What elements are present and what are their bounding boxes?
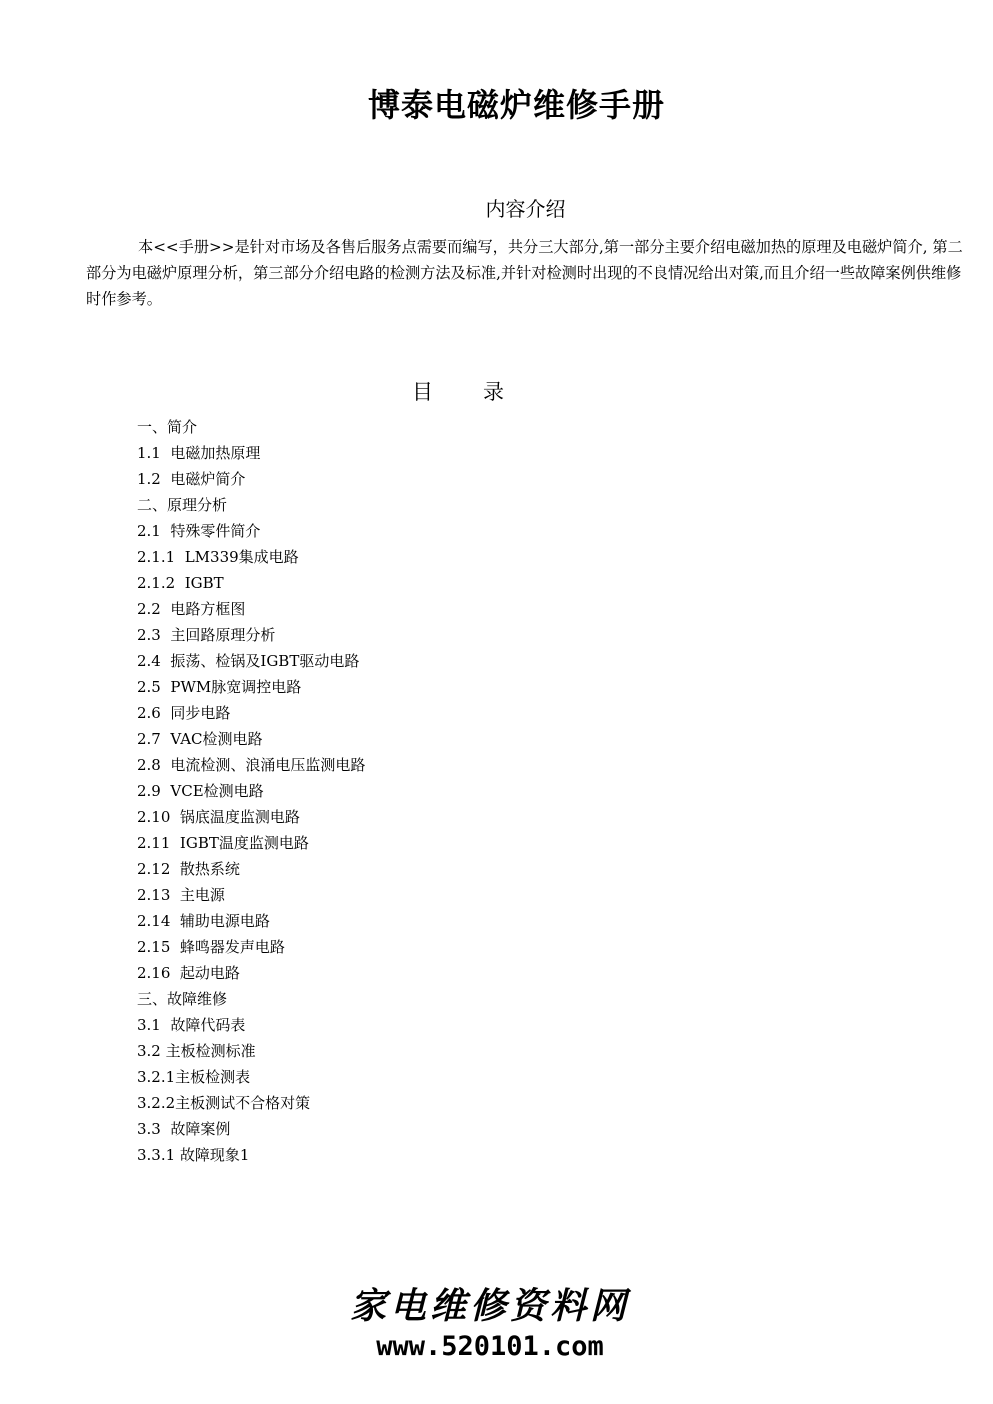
toc-item: 1.2 电磁炉简介 bbox=[137, 470, 246, 488]
toc-item: 2.9 VCE检测电路 bbox=[137, 782, 264, 800]
table-of-contents bbox=[137, 414, 365, 1168]
toc-item: 2.8 电流检测、浪涌电压监测电路 bbox=[137, 756, 366, 774]
toc-item: 3.3 故障案例 bbox=[137, 1120, 231, 1138]
toc-item: 二、原理分析 bbox=[137, 496, 228, 514]
toc-item: 3.2.2主板测试不合格对策 bbox=[137, 1094, 311, 1112]
toc-item: 2.12 散热系统 bbox=[137, 860, 240, 878]
toc-item: 2.6 同步电路 bbox=[137, 704, 231, 722]
toc-item: 2.5 PWM脉宽调控电路 bbox=[137, 678, 302, 696]
toc-item: 2.1 特殊零件简介 bbox=[137, 522, 261, 540]
toc-heading bbox=[412, 376, 504, 406]
toc-heading-left: 目 bbox=[412, 380, 433, 404]
toc-item: 2.16 起动电路 bbox=[137, 964, 240, 982]
site-watermark bbox=[340, 1282, 640, 1364]
toc-item: 2.7 VAC检测电路 bbox=[137, 730, 263, 748]
toc-item: 2.13 主电源 bbox=[137, 886, 225, 904]
toc-item: 2.2 电路方框图 bbox=[137, 600, 246, 618]
toc-item: 一、简介 bbox=[137, 418, 198, 436]
toc-item: 2.14 辅助电源电路 bbox=[137, 912, 270, 930]
toc-item: 2.4 振荡、检锅及IGBT驱动电路 bbox=[137, 652, 360, 670]
document-title: 博泰电磁炉维修手册 bbox=[367, 86, 665, 124]
toc-item: 2.1.1 LM339集成电路 bbox=[137, 548, 299, 566]
toc-item: 三、故障维修 bbox=[137, 990, 228, 1008]
toc-item: 3.3.1 故障现象1 bbox=[137, 1146, 250, 1164]
toc-item: 2.10 锅底温度监测电路 bbox=[137, 808, 300, 826]
watermark-site-name: 家电维修资料网 bbox=[349, 1285, 630, 1327]
toc-item: 3.2 主板检测标准 bbox=[137, 1042, 256, 1060]
toc-heading-right: 录 bbox=[483, 380, 504, 404]
toc-item: 2.3 主回路原理分析 bbox=[137, 626, 276, 644]
toc-item: 3.2.1主板检测表 bbox=[137, 1068, 251, 1086]
intro-paragraph: 本<<手册>>是针对市场及各售后服务点需要而编写，共分三大部分,第一部分主要介绍电磁加热的原理及电磁炉简介, 第二部分为电磁炉原理分析，第三部分介绍电路的检测方法及标准,并针对检测时出现的不良情况给出对策,而且介绍一些故障案例供维修时作参考。 bbox=[86, 238, 963, 308]
intro-heading: 内容介绍 bbox=[485, 197, 566, 221]
toc-item: 2.11 IGBT温度监测电路 bbox=[137, 834, 309, 852]
toc-item: 3.1 故障代码表 bbox=[137, 1016, 246, 1034]
toc-item: 2.1.2 IGBT bbox=[137, 574, 224, 592]
toc-item: 2.15 蜂鸣器发声电路 bbox=[137, 938, 285, 956]
watermark-url: www.520101.com bbox=[376, 1331, 604, 1362]
toc-item: 1.1 电磁加热原理 bbox=[137, 444, 261, 462]
